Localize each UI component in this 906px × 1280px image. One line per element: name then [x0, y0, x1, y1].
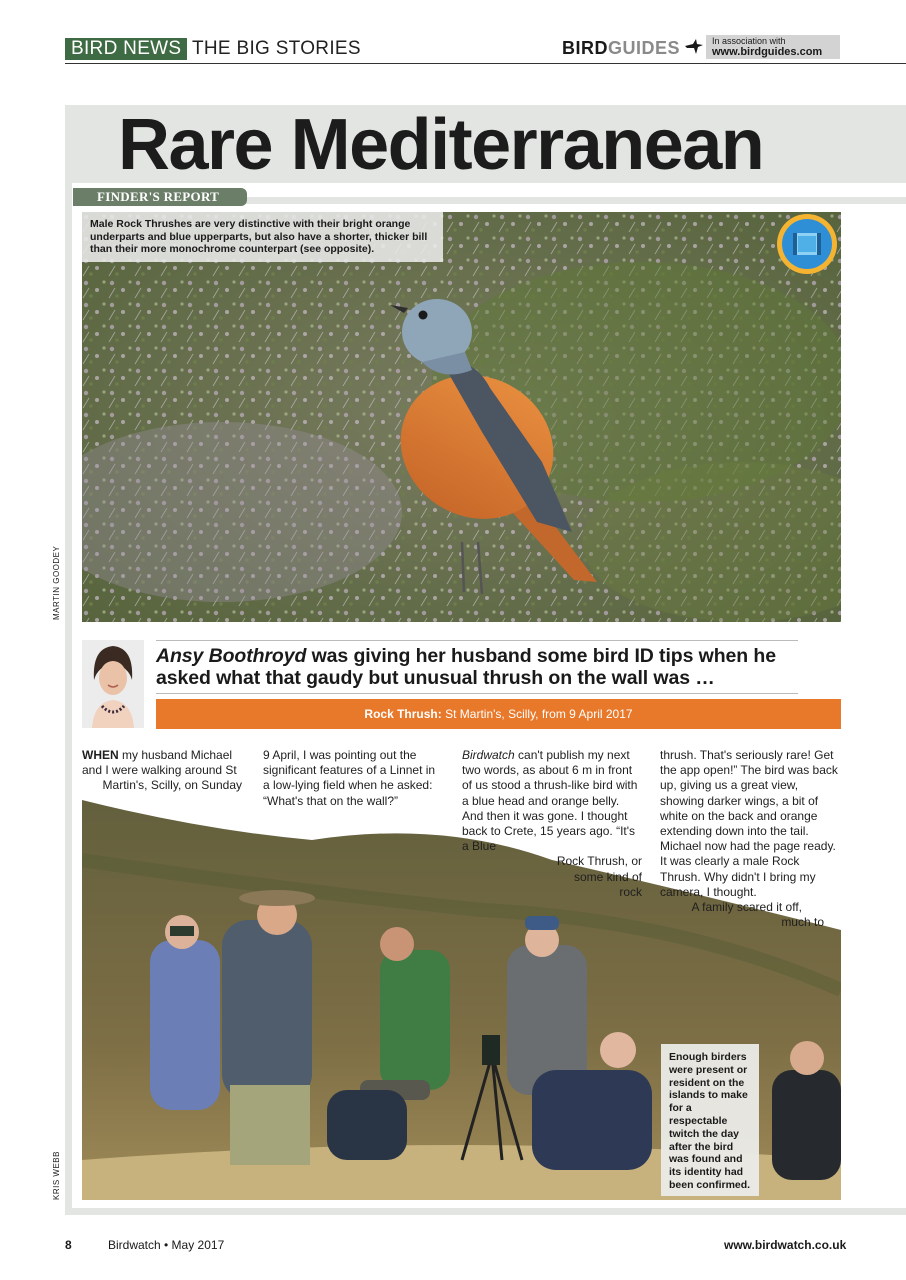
sighting-species: Rock Thrush: [364, 707, 442, 721]
frame-bottom-bar [65, 1208, 906, 1215]
page-number: 8 [65, 1238, 72, 1252]
body-text-runaround: Rock Thrush, or [556, 854, 642, 869]
body-column-2 [263, 748, 441, 809]
body-text: my husband Michael and I were walking around St [82, 748, 237, 778]
group-photo-caption: Enough birders were present or resident on the islands to make for a respectable twitch the day after the bird was found and its identity had been confirmed. [661, 1044, 759, 1196]
association-url[interactable]: www.birdguides.com [712, 46, 823, 58]
birdguides-logo [562, 37, 680, 59]
section-label: BIRD NEWS [65, 38, 187, 60]
body-text-runaround: Martin's, Scilly, on Sunday [102, 778, 242, 793]
association-label: In association with [712, 36, 786, 46]
sighting-location: St Martin's, Scilly, from 9 April 2017 [441, 707, 633, 721]
association-box [706, 35, 840, 59]
photo-credit: KRIS WEBB [52, 1151, 61, 1200]
body-text-runaround: much to [781, 915, 824, 930]
magazine-issue: Birdwatch • May 2017 [108, 1238, 225, 1252]
body-column-3 [462, 748, 642, 900]
body-text: 9 April, I was pointing out the significant features of a Linnet in a low-lying field when he asked: “What's that on the wall?” [263, 748, 436, 808]
header-divider [65, 63, 906, 64]
magazine-name: Birdwatch [462, 748, 515, 762]
bird-silhouette-icon [683, 36, 705, 58]
section-subtitle: THE BIG STORIES [192, 38, 361, 59]
logo-guides-text: GUIDES [608, 38, 681, 58]
headline: Rare Mediterranean [118, 105, 764, 185]
footer-url[interactable]: www.birdwatch.co.uk [724, 1238, 847, 1252]
photo-credit: MARTIN GOODEY [52, 545, 61, 620]
body-text: can't publish my next two words, as about 6 m in front of us stood a thrush-like bird with a blue head and orange belly. And then it was gone. I thought back to Crete, 15 years ago. “It's a Blue [462, 748, 638, 854]
body-text-runaround: some kind of [573, 869, 642, 884]
intro-rule-bottom [156, 693, 798, 694]
body-text-runaround: rock [619, 884, 642, 899]
body-text-runaround: A family scared it off, [691, 900, 802, 915]
author-name: Ansy Boothroyd [156, 645, 307, 667]
author-portrait [82, 640, 144, 728]
standfirst [156, 645, 836, 689]
body-column-4 [660, 748, 840, 930]
sighting-bar [156, 699, 841, 729]
rock-thrush-photo [82, 212, 841, 622]
body-column-1 [82, 748, 242, 794]
standfirst-text: was giving her husband some bird ID tips when he asked what that gaudy but unusual thrush on the wall was … [156, 645, 776, 689]
video-icon[interactable] [776, 213, 838, 275]
finders-report-tag: FINDER'S REPORT [73, 188, 247, 206]
frame-left-bar [65, 183, 72, 1215]
body-text: thrush. That's seriously rare! Get the app open!” The bird was back up, giving us a great view, showing darker wings, a bit of white on the back and orange extending down into the tail. Michael now had the page ready. It was clearly a male Rock Thrush. Why didn't I bring my camera, I thought. [660, 748, 838, 899]
drop-word: WHEN [82, 748, 119, 762]
frame-top-bar [245, 197, 906, 204]
photo-caption: Male Rock Thrushes are very distinctive with their bright orange underparts and blue upperparts, but also have a shorter, thicker bill than their more monochrome counterpart (see opposite). [82, 212, 443, 262]
intro-rule-top [156, 640, 798, 641]
logo-bird-text: BIRD [562, 38, 608, 58]
